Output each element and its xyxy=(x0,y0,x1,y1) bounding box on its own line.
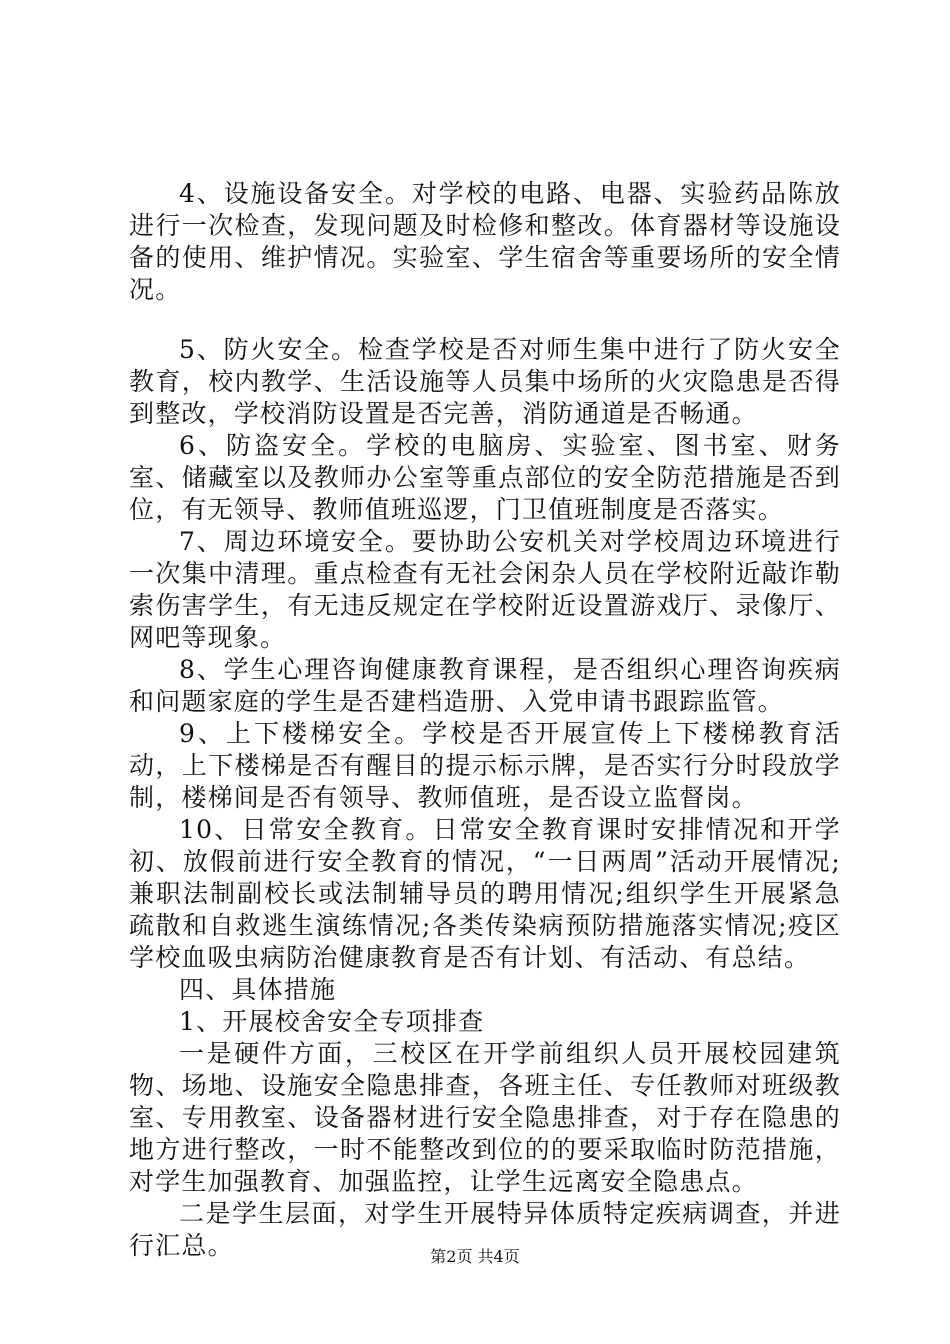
paragraph-students: 二是学生层面，对学生开展特异体质特定疾病调查，并进行汇总。 xyxy=(129,1199,841,1260)
section-heading-measures: 四、具体措施 xyxy=(179,975,337,1004)
document-body xyxy=(129,178,841,1262)
paragraph-fire-safety: 5、防火安全。检查学校是否对师生集中进行了防火安全教育，校内教学、生活设施等人员集中场所的火灾隐患是否得到整改，学校消防设置是否完善，消防通道是否畅通。 xyxy=(129,335,841,428)
paragraph-environment-safety: 7、周边环境安全。要协助公安机关对学校周边环境进行一次集中清理。重点检查有无社会闲杂人员在学校附近敲诈勒索伤害学生，有无违反规定在学校附近设置游戏厅、录像厅、网吧等现象。 xyxy=(129,527,841,652)
subheading-inspection: 1、开展校舍安全专项排查 xyxy=(179,1007,485,1036)
paragraph-facility-safety: 4、设施设备安全。对学校的电路、电器、实验药品陈放进行一次检查，发现问题及时检修和整改。体育器材等设施设备的使用、维护情况。实验室、学生宿舍等重要场所的安全情况。 xyxy=(129,179,841,304)
paragraph-theft-safety: 6、防盗安全。学校的电脑房、实验室、图书室、财务室、储藏室以及教师办公室等重点部位的安全防范措施是否到位，有无领导、教师值班巡逻，门卫值班制度是否落实。 xyxy=(129,431,841,524)
page-number-label: 第2页 共4页 xyxy=(430,1247,520,1266)
page-footer xyxy=(0,1244,950,1267)
paragraph-hardware: 一是硬件方面，三校区在开学前组织人员开展校园建筑物、场地、设施安全隐患排查，各班主任、专任教师对班级教室、专用教室、设备器材进行安全隐患排查，对于存在隐患的地方进行整改，一时不能整改到位的的要采取临时防范措施，对学生加强教育、加强监控，让学生远离安全隐患点。 xyxy=(129,1039,841,1196)
paragraph-stairs-safety: 9、上下楼梯安全。学校是否开展宣传上下楼梯教育活动，上下楼梯是否有醒目的提示标示牌，是否实行分时段放学制，楼梯间是否有领导、教师值班，是否设立监督岗。 xyxy=(129,719,841,812)
paragraph-daily-education: 10、日常安全教育。日常安全教育课时安排情况和开学初、放假前进行安全教育的情况，“一日两周”活动开展情况;兼职法制副校长或法制辅导员的聘用情况;组织学生开展紧急疏散和自救逃生演练情况;各类传染病预防措施落实情况;疫区学校血吸虫病防治健康教育是否有计划、有活动、有总结。 xyxy=(129,815,841,972)
paragraph-psychology-course: 8、学生心理咨询健康教育课程，是否组织心理咨询疾病和问题家庭的学生是否建档造册、入党申请书跟踪监管。 xyxy=(129,655,841,716)
